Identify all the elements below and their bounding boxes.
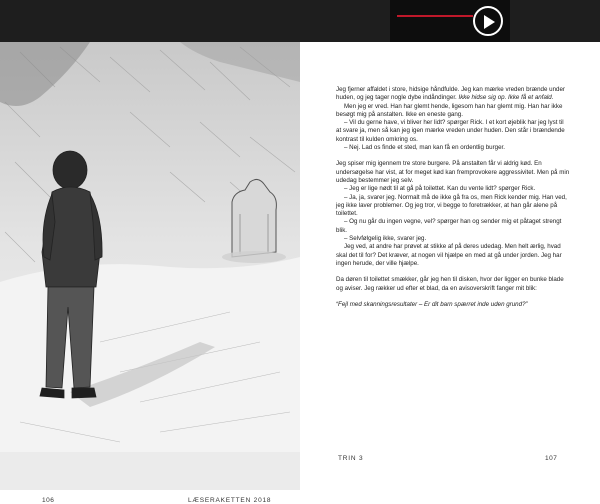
paragraph <box>336 235 570 243</box>
paragraph <box>336 160 570 185</box>
paragraph-text: – Selvfølgelig ikke, svarer jeg. <box>344 235 427 243</box>
paragraph <box>336 218 570 235</box>
play-icon <box>482 14 496 30</box>
paragraph <box>336 276 570 293</box>
audio-progress-bar[interactable] <box>397 15 473 17</box>
paragraph <box>336 103 570 120</box>
paragraph <box>336 301 570 309</box>
paragraph <box>336 185 570 193</box>
paragraph-text: Jeg ved, at andre har prøvet at stikke af på deres udedag. Men helt ærlig, hvad skal det til for? Det kræver, at nogen vil hjælpe en med at gå under jorden. Jeg har ingen herude, der ville hjælpe. <box>336 243 562 267</box>
paragraph <box>336 243 570 268</box>
paragraph <box>336 119 570 144</box>
paragraph-gap <box>336 293 570 301</box>
paragraph-italic: “Fejl med skanningsresultater – Er dit barn spærret inde uden grund?” <box>336 300 528 308</box>
paragraph <box>336 144 570 152</box>
paragraph-text: – Og nu går du ingen vegne, vel? spørger han og sender mig et påtaget strengt blik. <box>336 218 562 234</box>
right-page <box>300 42 600 490</box>
running-head: LÆSERAKETTEN 2018 <box>188 497 272 504</box>
paragraph-gap <box>336 268 570 276</box>
left-page <box>0 42 300 504</box>
paragraph-text: – Vil du gerne have, vi bliver her lidt? spørger Rick. I et kort øjeblik har jeg lyst til at svare ja, men så kan jeg igen mærke vreden under huden. Den står i brændende kontrast til kulden omkring os. <box>336 119 565 143</box>
paragraph <box>336 86 570 103</box>
paragraph-text: – Jeg er lige nødt til at gå på toilettet. Kan du vente lidt? spørger Rick. <box>344 185 536 193</box>
play-button[interactable] <box>473 6 503 36</box>
paragraph-text: Jeg spiser mig igennem tre store burgere. På anstalten får vi aldrig kød. En undersøgelse har vist, at for meget kød kan fremprovokere aggressivitet. Men på min udedag bestemmer jeg selv. <box>336 160 570 184</box>
paragraph-text: Jeg fjerner affaldet i store, hidsige håndfulde. Jeg kan mærke vreden brænde under huden, og jeg tager nogle dybe indåndinger. <box>336 86 565 102</box>
paragraph <box>336 194 570 219</box>
chapter-label: TRIN 3 <box>338 455 364 462</box>
paragraph-text: – Ja, ja, svarer jeg. Normalt må de ikke gå fra os, men Rick kender mig. Han ved, jeg ikke laver problemer. Og jeg tror, vi begge to foretrækker, at han går alene på toilettet. <box>336 193 567 218</box>
paragraph-gap <box>336 152 570 160</box>
body-text <box>336 86 570 309</box>
paragraph-italic: Ikke hidse sig op. Ikke få et anfald. <box>458 94 554 102</box>
media-toolbar <box>0 0 600 42</box>
pencil-illustration <box>0 42 300 452</box>
paragraph-text: Men jeg er vred. Han har glemt hende, ligesom han har glemt mig. Han har ikke besøgt mig på anstalten. Ikke en eneste gang. <box>336 102 563 118</box>
paragraph-text: Da døren til toilettet smækker, går jeg hen til disken, hvor der ligger en bunke blade og aviser. Jeg rækker ud efter et blad, da en avisoverskrift fanger mit blik: <box>336 276 564 292</box>
page-number-left: 106 <box>42 497 55 504</box>
page-number-right: 107 <box>545 455 558 462</box>
paragraph-text: – Nej. Lad os finde et sted, man kan få en ordentlig burger. <box>344 144 505 152</box>
